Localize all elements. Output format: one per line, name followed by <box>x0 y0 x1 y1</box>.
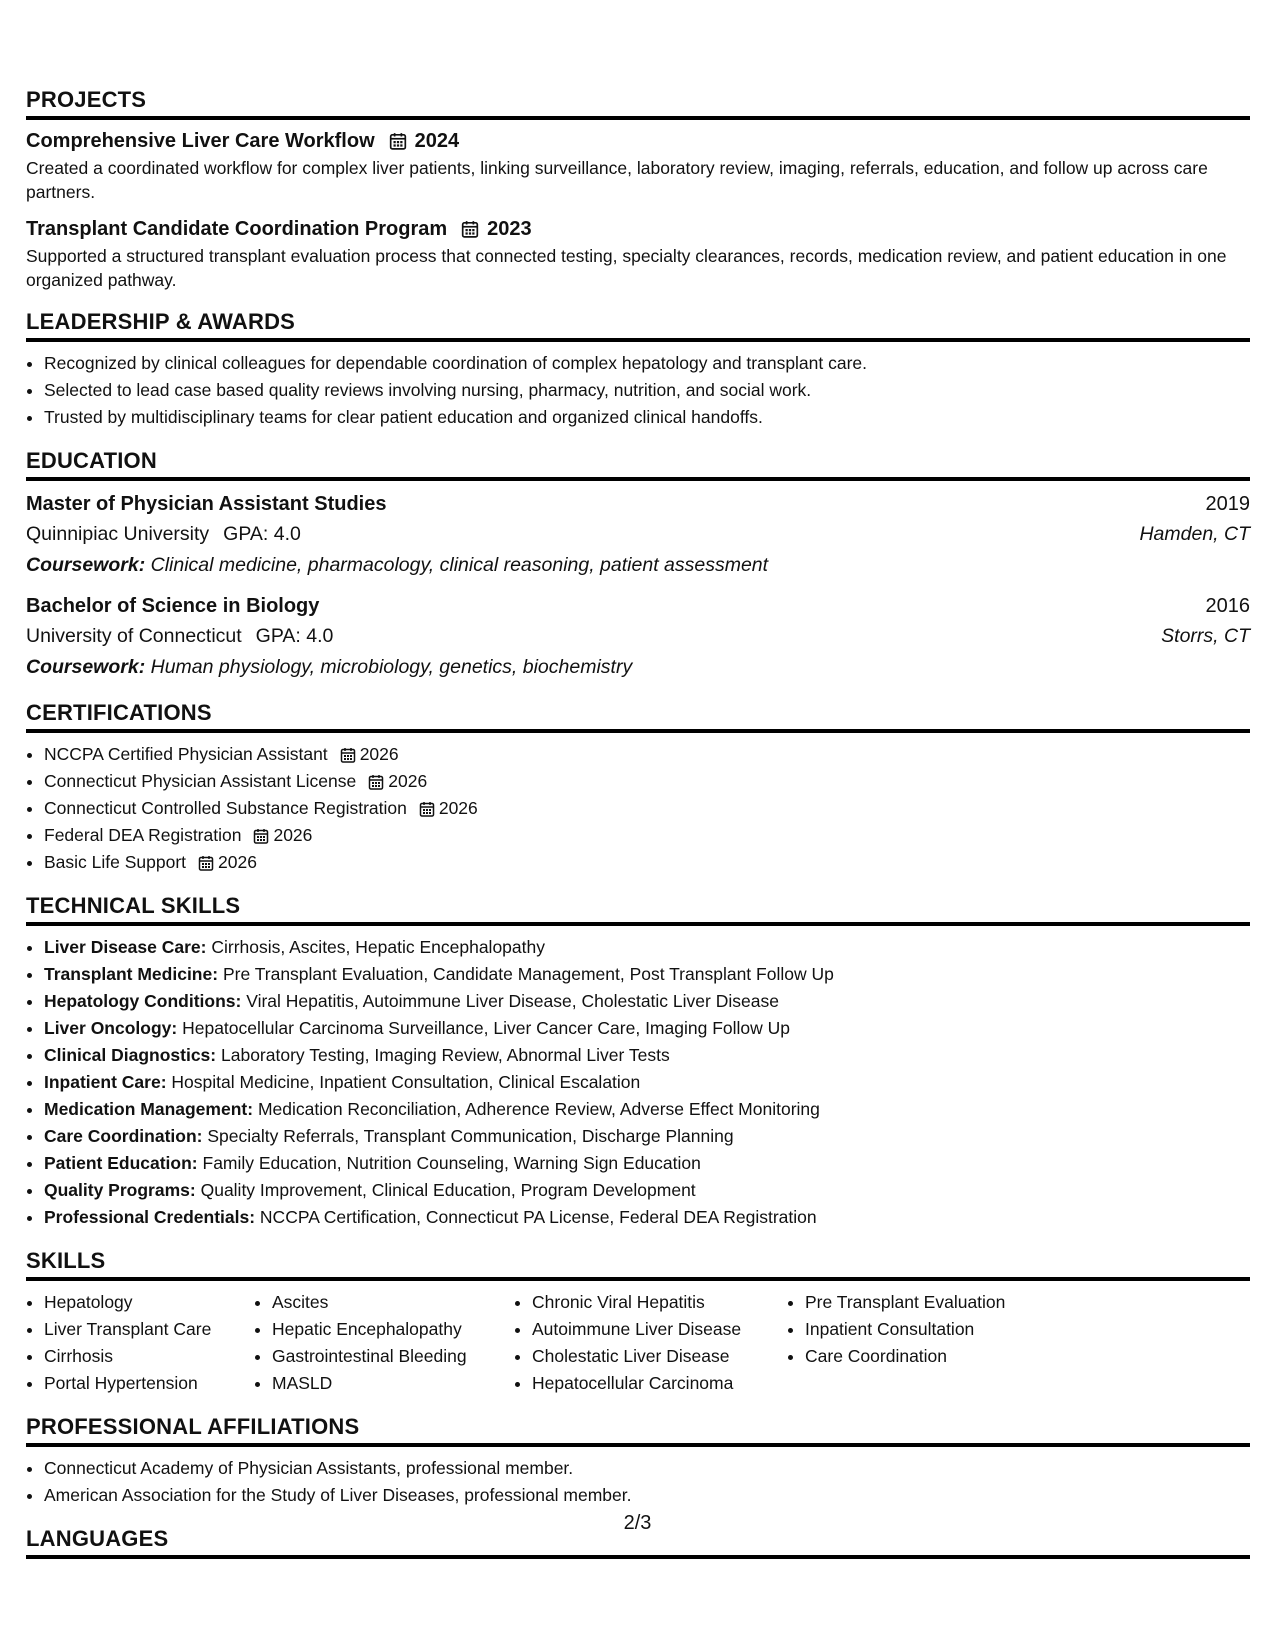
skill-category: Clinical Diagnostics: <box>44 1045 217 1065</box>
project-description: Created a coordinated workflow for complex liver patients, linking surveillance, laboratory review, imaging, referrals, education, and follow up across care partners. <box>26 158 1208 202</box>
education-section <box>26 447 1250 683</box>
list-item: • Liver Transplant Care <box>44 1316 254 1343</box>
list-item <box>44 961 1250 988</box>
education-entry <box>26 489 1250 581</box>
affiliations-list <box>26 1455 1250 1509</box>
education-heading: EDUCATION <box>26 447 1250 481</box>
list-item: • Inpatient Consultation <box>805 1316 1065 1343</box>
calendar-icon <box>340 747 356 763</box>
calendar-icon <box>198 855 214 871</box>
project-year: 2024 <box>414 130 460 152</box>
technical-skills-section <box>26 892 1250 1231</box>
coursework-text: Human physiology, microbiology, genetics, biochemistry <box>150 656 633 678</box>
coursework <box>26 651 1250 683</box>
list-item: • Hepatology <box>44 1289 254 1316</box>
skill-values: Cirrhosis, Ascites, Hepatic Encephalopathy <box>211 937 545 957</box>
list-item: • MASLD <box>272 1370 514 1397</box>
skill-values: Family Education, Nutrition Counseling, Warning Sign Education <box>202 1153 701 1173</box>
skill-values: Hepatocellular Carcinoma Surveillance, Liver Cancer Care, Imaging Follow Up <box>182 1018 790 1038</box>
certification-item <box>44 741 1250 768</box>
list-item: • Gastrointestinal Bleeding <box>272 1343 514 1370</box>
gpa: GPA: 4.0 <box>223 523 301 545</box>
graduation-year: 2019 <box>1205 493 1250 515</box>
skill-category: Inpatient Care: <box>44 1072 167 1092</box>
project-name: Transplant Candidate Coordination Program <box>26 218 448 240</box>
list-item: • Trusted by multidisciplinary teams for clear patient education and organized clinical handoffs. <box>44 404 1250 431</box>
degree: Master of Physician Assistant Studies <box>26 493 387 515</box>
languages-heading: LANGUAGES <box>26 1525 1250 1559</box>
list-item: • Connecticut Academy of Physician Assistants, professional member. <box>44 1455 1250 1482</box>
skill-values: Specialty Referrals, Transplant Communication, Discharge Planning <box>207 1126 734 1146</box>
school-name: University of Connecticut <box>26 625 242 647</box>
projects-heading: PROJECTS <box>26 86 1250 120</box>
resume-page <box>26 86 1250 1575</box>
list-item: • Selected to lead case based quality reviews involving nursing, pharmacy, nutrition, and social work. <box>44 377 1250 404</box>
list-item: • Autoimmune Liver Disease <box>532 1316 787 1343</box>
certifications-list <box>26 741 1250 876</box>
list-item: • Recognized by clinical colleagues for dependable coordination of complex hepatology and transplant care. <box>44 350 1250 377</box>
list-item: • Cholestatic Liver Disease <box>532 1343 787 1370</box>
leadership-section <box>26 308 1250 431</box>
certification-name: • Connecticut Controlled Substance Registration <box>44 798 407 818</box>
list-item: • Hepatic Encephalopathy <box>272 1316 514 1343</box>
projects-section <box>26 86 1250 292</box>
list-item <box>44 1015 1250 1042</box>
school-location: Storrs, CT <box>1161 625 1250 647</box>
skills-column <box>514 1289 787 1397</box>
skill-values: Medication Reconciliation, Adherence Review, Adverse Effect Monitoring <box>257 1099 820 1119</box>
certifications-heading: CERTIFICATIONS <box>26 699 1250 733</box>
skills-column <box>26 1289 254 1397</box>
certification-name: • Basic Life Support <box>44 852 187 872</box>
leadership-list <box>26 350 1250 431</box>
skill-category: Transplant Medicine: <box>44 964 219 984</box>
project-name: Comprehensive Liver Care Workflow <box>26 130 375 152</box>
technical-skills-list <box>26 934 1250 1231</box>
skills-section <box>26 1247 1250 1397</box>
coursework <box>26 549 1250 581</box>
list-item: • Pre Transplant Evaluation <box>805 1289 1065 1316</box>
list-item: • Chronic Viral Hepatitis <box>532 1289 787 1316</box>
list-item <box>44 1204 1250 1231</box>
list-item <box>44 1177 1250 1204</box>
list-item <box>44 1069 1250 1096</box>
skill-category: Professional Credentials: <box>44 1207 256 1227</box>
list-item: • Portal Hypertension <box>44 1370 254 1397</box>
technical-skills-heading: TECHNICAL SKILLS <box>26 892 1250 926</box>
certification-item <box>44 768 1250 795</box>
calendar-icon <box>368 774 384 790</box>
list-item <box>44 1096 1250 1123</box>
school-name: Quinnipiac University <box>26 523 210 545</box>
list-item <box>44 1150 1250 1177</box>
list-item: • Care Coordination <box>805 1343 1065 1370</box>
calendar-icon <box>389 132 407 150</box>
certification-name: • Connecticut Physician Assistant License <box>44 771 357 791</box>
project-item <box>26 128 1250 204</box>
project-item <box>26 216 1250 292</box>
coursework-text: Clinical medicine, pharmacology, clinical reasoning, patient assessment <box>150 554 769 576</box>
skills-column <box>787 1289 1065 1397</box>
skills-heading: SKILLS <box>26 1247 1250 1281</box>
certification-year: 2026 <box>438 798 478 818</box>
skills-column <box>254 1289 514 1397</box>
project-year: 2023 <box>487 218 532 240</box>
coursework-label: Coursework: <box>26 554 146 576</box>
calendar-icon <box>461 220 479 238</box>
project-description: Supported a structured transplant evaluation process that connected testing, specialty clearances, records, medication review, and patient education in one organized pathway. <box>26 246 1227 290</box>
skill-values: Hospital Medicine, Inpatient Consultation, Clinical Escalation <box>171 1072 641 1092</box>
list-item: • Cirrhosis <box>44 1343 254 1370</box>
skill-category: Liver Disease Care: <box>44 937 207 957</box>
graduation-year: 2016 <box>1205 595 1250 617</box>
skill-category: Hepatology Conditions: <box>44 991 242 1011</box>
degree: Bachelor of Science in Biology <box>26 595 320 617</box>
certification-item <box>44 795 1250 822</box>
certification-year: 2026 <box>388 771 428 791</box>
school-location: Hamden, CT <box>1139 523 1250 545</box>
certifications-section <box>26 699 1250 876</box>
calendar-icon <box>253 828 269 844</box>
skill-values: Viral Hepatitis, Autoimmune Liver Disease, Cholestatic Liver Disease <box>246 991 779 1011</box>
skill-category: Care Coordination: <box>44 1126 203 1146</box>
certification-year: 2026 <box>359 744 399 764</box>
leadership-heading: LEADERSHIP & AWARDS <box>26 308 1250 342</box>
list-item: • Ascites <box>272 1289 514 1316</box>
affiliations-section <box>26 1413 1250 1509</box>
list-item <box>44 934 1250 961</box>
skill-values: NCCPA Certification, Connecticut PA License, Federal DEA Registration <box>259 1207 817 1227</box>
list-item <box>44 1042 1250 1069</box>
certification-name: • NCCPA Certified Physician Assistant <box>44 744 328 764</box>
certification-year: 2026 <box>218 852 257 872</box>
skill-category: Medication Management: <box>44 1099 254 1119</box>
skill-category: Quality Programs: <box>44 1180 196 1200</box>
list-item <box>44 988 1250 1015</box>
certification-year: 2026 <box>273 825 313 845</box>
skill-category: Liver Oncology: <box>44 1018 178 1038</box>
skill-values: Quality Improvement, Clinical Education, Program Development <box>200 1180 696 1200</box>
certification-name: • Federal DEA Registration <box>44 825 242 845</box>
list-item <box>44 1123 1250 1150</box>
affiliations-heading: PROFESSIONAL AFFILIATIONS <box>26 1413 1250 1447</box>
skill-values: Laboratory Testing, Imaging Review, Abnormal Liver Tests <box>221 1045 670 1065</box>
certification-item <box>44 822 1250 849</box>
skill-category: Patient Education: <box>44 1153 198 1173</box>
list-item: • American Association for the Study of Liver Diseases, professional member. <box>44 1482 1250 1509</box>
list-item: • Hepatocellular Carcinoma <box>532 1370 787 1397</box>
coursework-label: Coursework: <box>26 656 146 678</box>
skill-values: Pre Transplant Evaluation, Candidate Management, Post Transplant Follow Up <box>222 964 834 984</box>
skills-grid <box>26 1289 1250 1397</box>
gpa: GPA: 4.0 <box>255 625 334 647</box>
education-entry <box>26 591 1250 683</box>
page-number: 2/3 <box>623 1512 652 1534</box>
calendar-icon <box>419 801 435 817</box>
certification-item <box>44 849 1250 876</box>
